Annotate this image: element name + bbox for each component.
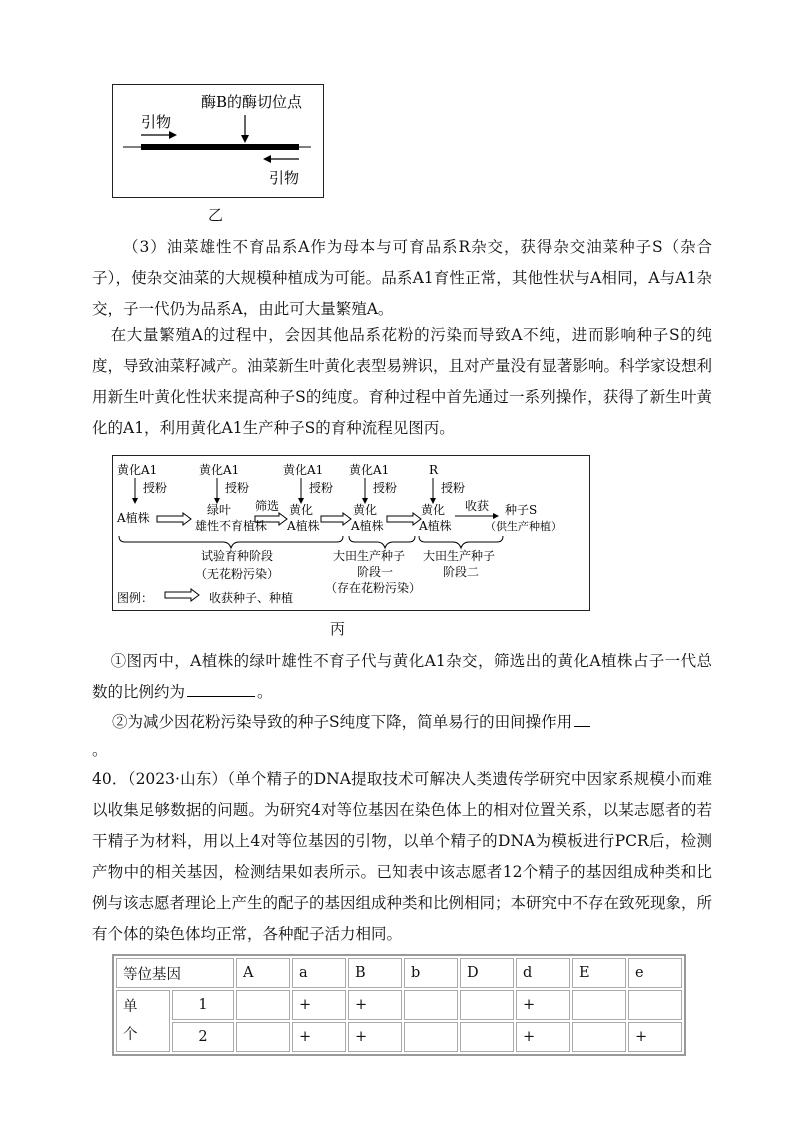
gene-d: d [516, 958, 570, 988]
sub-question-2-text: ②为减少因花粉污染导致的种子S纯度下降，简单易行的田间操作用 [112, 713, 573, 731]
harvest-label: 收获 [465, 499, 490, 513]
sub-question-1 [92, 646, 712, 708]
enzyme-site-label: 酶B的酶切位点 [201, 93, 303, 111]
primer-bottom-arrowhead [263, 155, 271, 163]
table-cell: + [516, 1022, 570, 1052]
seed-s: 种子S [505, 503, 538, 517]
pollinate-4: 授粉 [373, 481, 398, 495]
table-cell [404, 1022, 458, 1052]
green-leaf: 绿叶 [207, 503, 232, 517]
row-id: 1 [172, 990, 234, 1020]
figure-bing-flowchart [113, 456, 589, 610]
primer-top-arrowhead [169, 131, 177, 139]
q3-paragraph-1: （3）油菜雄性不育品系A作为母本与可育品系R杂交，获得杂交油菜种子S（杂合子），使杂交油菜的大规模种植成为可能。品系A1育性正常，其他性状与A相同，A与A1杂交，子一代仍为品系A，由此可大量繁殖A。 [92, 238, 712, 318]
figure-bing-caption: 丙 [330, 620, 346, 638]
table-cell [460, 1022, 514, 1052]
stage-1-note: （无花粉污染） [195, 567, 280, 581]
pollinate-2: 授粉 [225, 481, 250, 495]
for-production: （供生产种植） [485, 520, 562, 533]
screen-label: 筛选 [255, 499, 280, 513]
table-cell [572, 990, 626, 1020]
gene-D: D [460, 958, 514, 988]
answer-blank-2[interactable] [574, 712, 590, 727]
yellow-1: 黄化 [289, 503, 314, 517]
legend-text: 收获种子、种植 [209, 591, 294, 605]
top-label-2: 黄化A1 [199, 463, 240, 477]
pollinate-3: 授粉 [309, 481, 334, 495]
table-row [116, 990, 682, 1020]
yellow-2: 黄化 [353, 503, 378, 517]
a-plant-2: A植株 [351, 519, 384, 533]
stage-2a: 大田生产种子 [333, 549, 406, 563]
top-label-1: 黄化A1 [117, 463, 158, 477]
stage-2a-note: （存在花粉污染） [325, 581, 422, 595]
table-cell [460, 990, 514, 1020]
a-plant-3: A植株 [419, 519, 452, 533]
figure-yi-diagram [113, 85, 323, 197]
table-cell [572, 1022, 626, 1052]
question-40: 40．（2023·山东）（单个精子的DNA提取技术可解决人类遗传学研究中因家系规模小而难以收集足够数据的问题。为研究4对等位基因在染色体上的相对位置关系，以某志愿者的若干精子为材料，用以上4对等位基因的引物，以单个精子的DNA为模板进行PCR后，检测产物中的相关基因，检测结果如表所示。已知表中该志愿者12个精子的基因组成种类和比例与该志愿者理论上产生的配子的基因组成种类和比例相同；本研究中不存在致死现象，所有个体的染色体均正常，各种配子活力相同。 [92, 770, 713, 943]
gene-E: E [572, 958, 626, 988]
table-cell: + [348, 990, 402, 1020]
q3-paragraph-2: 在大量繁殖A的过程中，会因其他品系花粉的污染而导致A不纯，进而影响种子S的纯度，导致油菜籽减产。油菜新生叶黄化表型易辨识，且对产量没有显著影响。科学家设想利用新生叶黄化性状来提高种子S的纯度。育种过程中首先通过一系列操作，获得了新生叶黄化的A1，利用黄化A1生产种子S的育种流程见图丙。 [92, 326, 713, 437]
gene-e: e [628, 958, 682, 988]
row-id: 2 [172, 1022, 234, 1052]
primer-top-label: 引物 [141, 113, 172, 131]
table-cell [628, 990, 682, 1020]
table-cell: + [292, 1022, 346, 1052]
sub-question-1-text: ①图丙中，A植株的绿叶雄性不育子代与黄化A1杂交，筛选出的黄化A植株占子一代总数的比例约为 [92, 652, 712, 701]
figure-yi [112, 84, 324, 198]
table-cell [236, 1022, 290, 1052]
pollinate-1: 授粉 [143, 481, 168, 495]
table-header-label: 等位基因 [116, 958, 234, 988]
a-plant-1: A植株 [287, 519, 320, 533]
stage-2b-sub: 阶段二 [443, 565, 480, 579]
gene-a: a [292, 958, 346, 988]
legend-prefix: 图例： [117, 591, 154, 605]
table-cell: + [292, 990, 346, 1020]
gene-B: B [348, 958, 402, 988]
dna-segment [141, 144, 299, 150]
row-group-label: 单 个 [116, 990, 170, 1052]
sub-question-1-end: 。 [257, 683, 273, 701]
male-sterile: 雄性不育植株 [195, 519, 268, 533]
top-label-5: R [429, 463, 439, 477]
site-arrowhead [241, 135, 249, 143]
figure-bing [112, 455, 590, 611]
table-cell [404, 990, 458, 1020]
table-header-row [116, 958, 682, 988]
table-cell: + [516, 990, 570, 1020]
answer-blank-1[interactable] [187, 682, 255, 697]
table-cell: + [628, 1022, 682, 1052]
stage-braces [119, 536, 503, 548]
primer-bottom-label: 引物 [269, 169, 300, 187]
top-label-3: 黄化A1 [283, 463, 324, 477]
stage-2b: 大田生产种子 [423, 549, 496, 563]
table-row [116, 1022, 682, 1052]
table-cell [236, 990, 290, 1020]
stage-2a-sub: 阶段一 [357, 565, 394, 579]
stage-1: 试验育种阶段 [201, 549, 274, 563]
top-label-4: 黄化A1 [349, 463, 390, 477]
gene-b: b [404, 958, 458, 988]
sub-question-2-end: 。 [92, 741, 108, 759]
figure-yi-caption: 乙 [208, 206, 224, 224]
yellow-3: 黄化 [421, 503, 446, 517]
table-cell: + [348, 1022, 402, 1052]
start-a-plant: A植株 [117, 511, 150, 525]
gene-A: A [236, 958, 290, 988]
pollinate-5: 授粉 [441, 481, 466, 495]
gene-table [112, 954, 686, 1056]
sub-question-2 [112, 710, 590, 732]
